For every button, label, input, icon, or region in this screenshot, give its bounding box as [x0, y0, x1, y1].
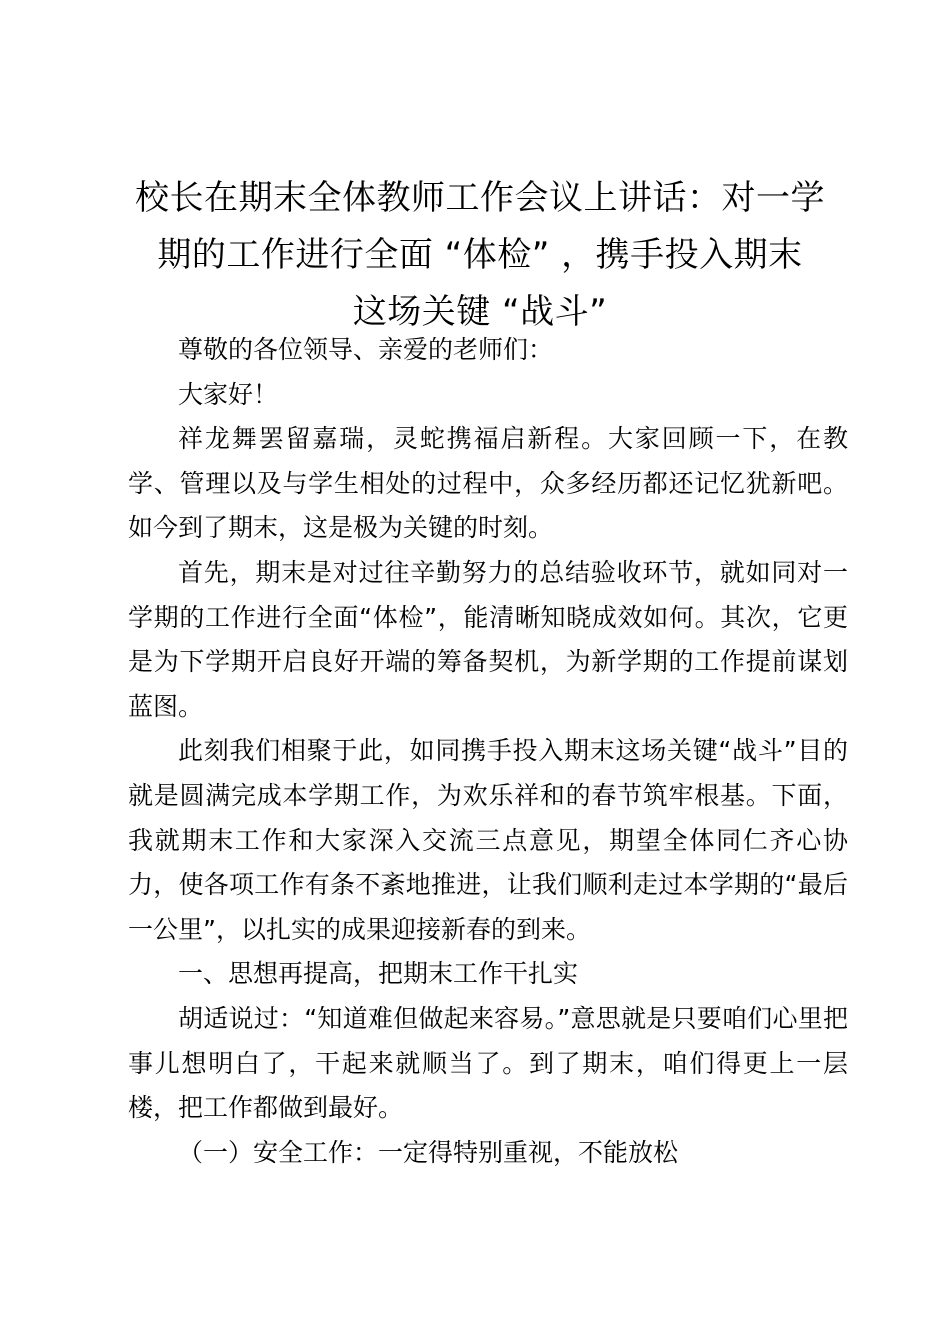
title-line-2: 期的工作进行全面 “体检” ，携手投入期末 [157, 235, 803, 275]
paragraph: 胡适说过：“知道难但做起来容易。”意思就是只要咱们心里把事儿想明白了，干起来就顺当了。到了期末，咱们得更上一层楼，把工作都做到最好。 [128, 1003, 848, 1123]
document-title [110, 170, 850, 341]
subsection-heading: （一）安全工作：一定得特别重视，不能放松 [178, 1137, 679, 1167]
title-line-1: 校长在期末全体教师工作会议上讲话：对一学 [135, 178, 825, 218]
document-body [128, 328, 848, 1175]
section-heading: 一、思想再提高，把期末工作干扎实 [178, 959, 579, 989]
salutation: 尊敬的各位领导、亲爱的老师们： [178, 335, 554, 364]
paragraph: 此刻我们相聚于此，如同携手投入期末这场关键“战斗”目的就是圆满完成本学期工作，为欢乐祥和的春节筑牢根基。下面，我就期末工作和大家深入交流三点意见，期望全体同仁齐心协力，使各项工作有条不紊地推进，让我们顺利走过本学期的“最后一公里”，以扎实的成果迎接新春的到来。 [128, 736, 848, 944]
paragraph: 首先，期末是对过往辛勤努力的总结验收环节，就如同对一学期的工作进行全面“体检”，能清晰知晓成效如何。其次，它更是为下学期开启良好开端的筹备契机，为新学期的工作提前谋划蓝图。 [128, 557, 848, 721]
title-line-3: 这场关键 “战斗” [352, 292, 608, 332]
greeting: 大家好！ [178, 379, 279, 409]
paragraph: 祥龙舞罢留嘉瑞，灵蛇携福启新程。大家回顾一下，在教学、管理以及与学生相处的过程中，众多经历都还记忆犹新吧。如今到了期末，这是极为关键的时刻。 [128, 424, 848, 543]
